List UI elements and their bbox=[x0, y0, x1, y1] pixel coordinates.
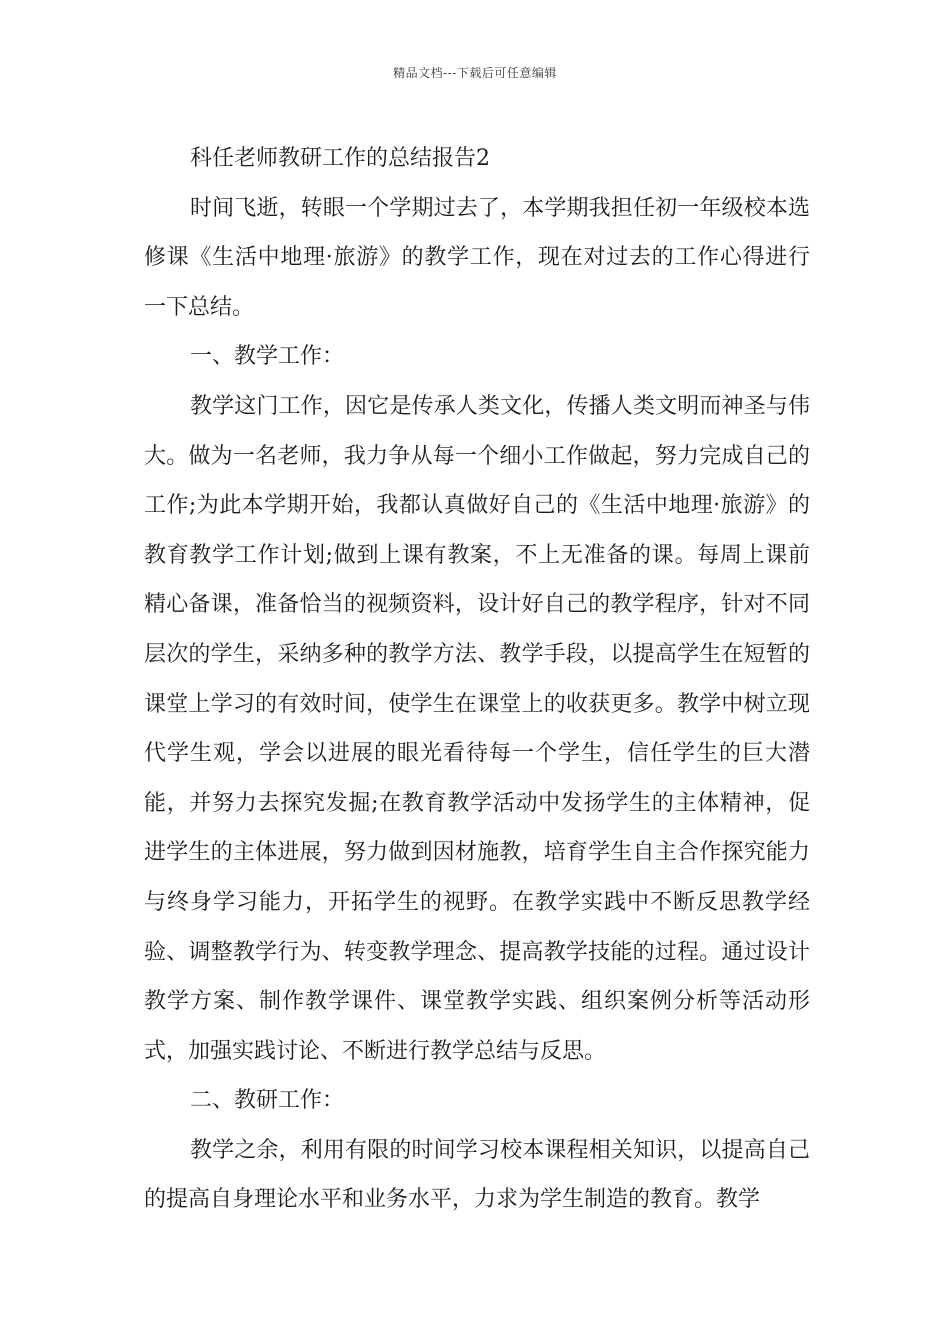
paragraph-intro: 时间飞逝，转眼一个学期过去了，本学期我担任初一年级校本选修课《生活中地理·旅游》的教学工作，现在对过去的工作心得进行一下总结。 bbox=[144, 195, 810, 320]
document-title: 科任老师教研工作的总结报告2 bbox=[190, 146, 490, 171]
page-header: 精品文档---下载后可任意编辑 bbox=[393, 66, 557, 80]
section-heading-teaching: 一、教学工作： bbox=[190, 344, 345, 370]
document-body bbox=[144, 134, 810, 1225]
paragraph-teaching: 教学这门工作，因它是传承人类文化，传播人类文明而神圣与伟大。做为一名老师，我力争从每一个细小工作做起，努力完成自己的工作;为此本学期开始，我都认真做好自己的《生活中地理·旅游》的教育教学工作计划;做到上课有教案，不上无准备的课。每周上课前精心备课，准备恰当的视频资料，设计好自己的教学程序，针对不同层次的学生，采纳多种的教学方法、教学手段，以提高学生在短暂的课堂上学习的有效时间，使学生在课堂上的收获更多。教学中树立现代学生观，学会以进展的眼光看待每一个学生，信任学生的巨大潜能，并努力去探究发掘;在教育教学活动中发扬学生的主体精神，促进学生的主体进展，努力做到因材施教，培育学生自主合作探究能力与终身学习能力，开拓学生的视野。在教学实践中不断反思教学经验、调整教学行为、转变教学理念、提高教学技能的过程。通过设计教学方案、制作教学课件、课堂教学实践、组织案例分析等活动形式，加强实践讨论、不断进行教学总结与反思。 bbox=[144, 393, 810, 1064]
paragraph-research: 教学之余，利用有限的时间学习校本课程相关知识，以提高自己的提高自身理论水平和业务水平，力求为学生制造的教育。教学 bbox=[144, 1137, 810, 1213]
section-heading-research: 二、教研工作： bbox=[190, 1088, 345, 1114]
